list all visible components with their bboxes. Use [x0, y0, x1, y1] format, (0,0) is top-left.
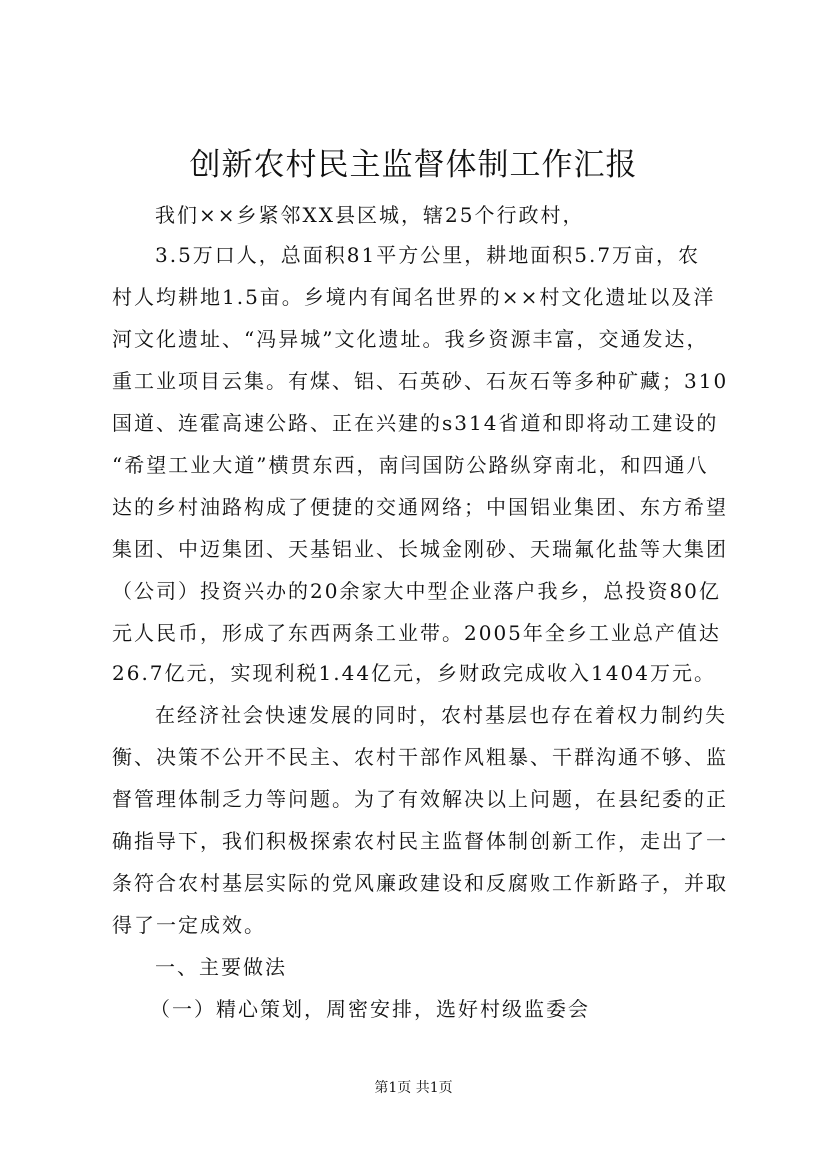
paragraph-line: 我们××乡紧邻XX县区城，辖25个行政村，	[155, 203, 585, 227]
paragraph-line: “希望工业大道”横贯东西，南闫国防公路纵穿南北，和四通八	[112, 453, 709, 477]
section-heading: 一、主要做法	[155, 955, 287, 979]
paragraph-line: 确指导下，我们积极探索农村民主监督体制创新工作，走出了一	[112, 829, 728, 853]
paragraph-line: 河文化遗址、“冯异城”文化遗址。我乡资源丰富，交通发达，	[112, 327, 709, 351]
paragraph-line: 重工业项目云集。有煤、铝、石英砂、石灰石等多种矿藏；310	[112, 369, 729, 393]
paragraph-line: 集团、中迈集团、天基铝业、长城金刚砂、天瑞氟化盐等大集团	[112, 537, 728, 561]
paragraph-line: 条符合农村基层实际的党风廉政建设和反腐败工作新路子，并取	[112, 871, 728, 895]
paragraph-line: 在经济社会快速发展的同时，农村基层也存在着权力制约失	[155, 703, 727, 727]
paragraph-line: 国道、连霍高速公路、正在兴建的s314省道和即将动工建设的	[112, 411, 719, 435]
page-footer: 第1页 共1页	[374, 1080, 453, 1096]
paragraph-line: 元人民币，形成了东西两条工业带。2005年全乡工业总产值达	[112, 621, 721, 645]
paragraph-line: 26.7亿元，实现利税1.44亿元，乡财政完成收入1404万元。	[112, 661, 716, 685]
paragraph-line: 得了一定成效。	[112, 913, 266, 937]
paragraph-line: 达的乡村油路构成了便捷的交通网络；中国铝业集团、东方希望	[112, 495, 728, 519]
paragraph-line: 3.5万口人，总面积81平方公里，耕地面积5.7万亩，农	[155, 243, 701, 267]
document-title: 创新农村民主监督体制工作汇报	[189, 147, 638, 183]
paragraph-line: 村人均耕地1.5亩。乡境内有闻名世界的××村文化遗址以及洋	[112, 285, 716, 309]
subsection-heading: （一）精心策划，周密安排，选好村级监委会	[150, 997, 590, 1021]
paragraph-line: （公司）投资兴办的20余家大中型企业落户我乡，总投资80亿	[112, 579, 721, 603]
paragraph-line: 衡、决策不公开不民主、农村干部作风粗暴、干群沟通不够、监	[112, 745, 728, 769]
paragraph-line: 督管理体制乏力等问题。为了有效解决以上问题，在县纪委的正	[112, 787, 728, 811]
